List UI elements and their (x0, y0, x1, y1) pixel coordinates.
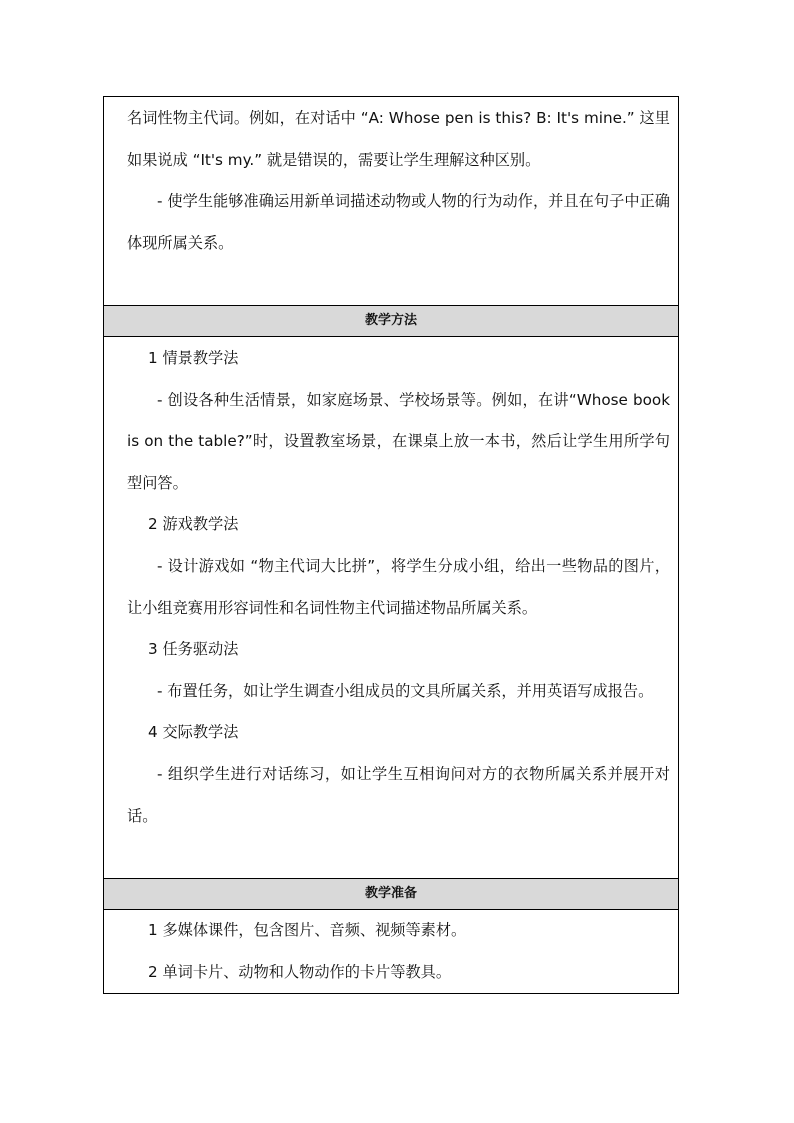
method-title: 3 任务驱动法 (148, 640, 239, 659)
preparation-content-row (104, 910, 679, 994)
methods-header-row (104, 306, 679, 337)
method-title: 1 情景教学法 (148, 349, 239, 367)
preparation-content-cell (104, 910, 679, 994)
methods-content-cell (104, 337, 679, 879)
preparation-header-row (104, 879, 679, 910)
method-detail: - 设计游戏如 “物主代词大比拼”，将学生分成小组，给出一些物品的图片，让小组竞赛用形容词性和名词性物主代词描述物品所属关系。 (127, 556, 670, 617)
objectives-paragraph: - 使学生能够准确运用新单词描述动物或人物的行为动作，并且在句子中正确体现所属关系。 (127, 192, 670, 252)
methods-content-row (104, 337, 679, 879)
preparation-item: 2 单词卡片、动物和人物动作的卡片等教具。 (148, 962, 452, 981)
objectives-continuation-cell (104, 97, 679, 306)
method-title: 2 游戏教学法 (148, 515, 239, 534)
methods-header-title: 教学方法 (364, 313, 417, 328)
objectives-continuation-row (104, 97, 679, 306)
objectives-paragraph: 名词性物主代词。例如，在对话中 “A: Whose pen is this? B: It's mine.” 这里如果说成 “It's my.” 就是错误的，需要让学生理解这种区别。 (127, 109, 670, 169)
method-detail: - 布置任务，如让学生调查小组成员的文具所属关系，并用英语写成报告。 (157, 681, 654, 700)
preparation-header-cell (104, 879, 679, 910)
method-detail: - 创设各种生活情景，如家庭场景、学校场景等。例如，在讲“Whose book is on the table?”时，设置教室场景，在课桌上放一本书，然后让学生用所学句型问答。 (127, 390, 670, 492)
preparation-item: 1 多媒体课件，包含图片、音频、视频等素材。 (148, 921, 467, 939)
methods-header-cell (104, 306, 679, 337)
lesson-plan-table (103, 96, 679, 994)
preparation-header-title: 教学准备 (364, 886, 417, 901)
method-detail: - 组织学生进行对话练习，如让学生互相询问对方的衣物所属关系并展开对话。 (127, 764, 670, 825)
method-title: 4 交际教学法 (148, 723, 239, 742)
